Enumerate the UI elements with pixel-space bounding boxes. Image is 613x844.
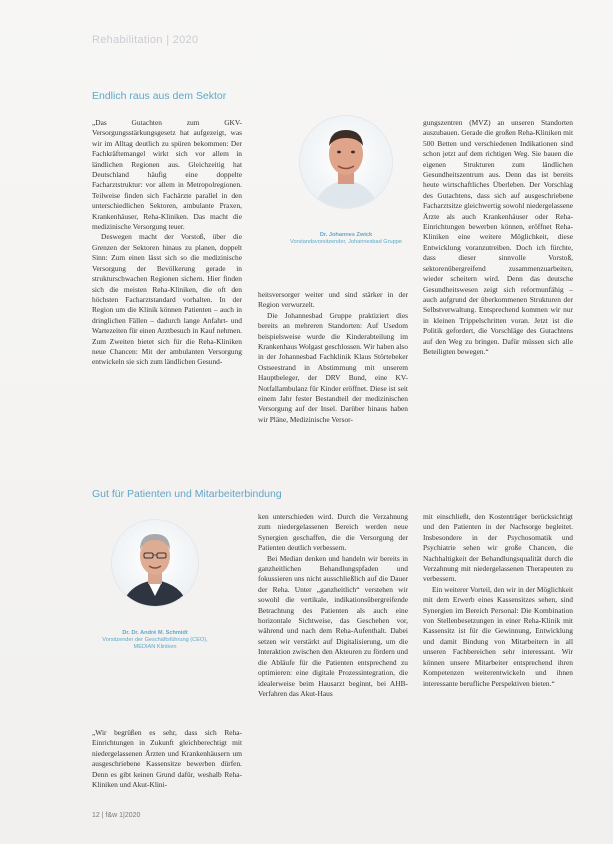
section-heading-1: Endlich raus aus dem Sektor bbox=[92, 90, 227, 102]
caption-name: Dr. Dr. André M. Schmidt bbox=[122, 630, 188, 636]
photo-caption-1 bbox=[262, 232, 430, 246]
photo-caption-2 bbox=[92, 630, 218, 651]
running-title: Rehabilitation | 2020 bbox=[92, 34, 199, 46]
section1-column-1 bbox=[92, 118, 242, 368]
paragraph: „Wir begrüßen es sehr, dass sich Reha-Einrichtungen in Zukunft gleichberechtigt mit niedergelassenen Ärzten und Krankenhäusern um ausgeschriebene Kassensitze bewerben dürfen. Denn es gibt keinen Grund dafür, weshalb Reha-Kliniken und Akut-Klini- bbox=[92, 728, 242, 790]
paragraph: gungszentren (MVZ) an unseren Standorten auszubauen. Gerade die großen Reha-Kliniken mit 500 Betten und verschiedenen Indikationen sind schon jetzt auf dem richtigen Weg. Sie bauen die eigenen Strukturen zum ländlichen Gesundheitszentrum aus. Denn das ist bereits heute wirtschaftliches Überleben. Der Vorschlag des Gutachtens, dass sich auf ausgeschriebene Facharztsitze gleichwertig sowohl niedergelassene Ärzte als auch Krankenhäuser oder Reha-Einrichtungen bewerben können, eröffnet Reha-Kliniken eine weitere Möglichkeit, diese Entwicklung voranzutreiben. Doch ich fürchte, dass dieser sinnvolle Vorstoß, sektorenübergreifend zusammenzuarbeiten, wieder scheitern wird. Denn das deutsche Gesundheitswesen zeigt sich reformunfähig – auch aufgrund der überkommenen Strukturen der Selbstverwaltung. Entsprechend kommen wir nur in kleinen Trippelschritten voran. Jetzt ist die Politik gefordert, die Vorschläge des Gutachtens auf den Weg zu bringen. Dafür müssen sich alle Beteiligten bewegen.“ bbox=[423, 118, 573, 356]
portrait-photo-2 bbox=[112, 520, 198, 606]
paragraph: ken unterschieden wird. Durch die Verzahnung zum niedergelassenen Bereich werden neue Synergien geschaffen, die die Versorgung der Patienten deutlich verbessern. bbox=[258, 512, 408, 553]
section-heading-2: Gut für Patienten und Mitarbeiterbindung bbox=[92, 488, 282, 500]
paragraph: Ein weiterer Vorteil, den wir in der Möglichkeit mit dem Erwerb eines Kassensitzes sehen, sind Synergien im Bereich Personal: Die Kombination von Stellenbesetzungen in einer Reha-Klinik mit Kassensitz ist für die Gewinnung, Entwicklung und damit Bindung von Mitarbeitern in all unseren Fachbereichen sehr interessant. Wir können unsere Mitarbeiter entsprechend ihren Kompetenzen weiterentwickeln und ihnen interessante berufliche Perspektiven bieten.“ bbox=[423, 584, 573, 688]
paragraph: „Das Gutachten zum GKV-Versorgungsstärkungsgesetz hat aufgezeigt, was wir im Alltag deutlich zu spüren bekommen: Der Fachkräftemangel wirkt sich vor allem in ländlichen Regionen aus. Gleichzeitig hat Deutschland häufig eine doppelte Facharztstruktur: vor allem in Metropolregionen. Teilweise finden sich Fachärzte parallel in den unterschiedlichen Sektoren, ambulante Praxen, Krankenhäuser, Reha-Kliniken. Das macht die medizinische Versorgung teuer. bbox=[92, 118, 242, 232]
paragraph: heitsversorger weiter und sind stärker in der Region verwurzelt. bbox=[258, 290, 408, 310]
caption-name: Dr. Johannes Zwick bbox=[319, 232, 373, 238]
section2-column-1 bbox=[92, 728, 242, 790]
paragraph: mit einschließt, den Kostenträger berücksichtigt und den Patienten in der Nachsorge begleitet. Insbesondere in der Psychosomatik und Psychiatrie sehen wir große Chancen, die Nachhaltigkeit der Behandlungsqualität durch die Verzahnung mit niedergelassenen Therapeuten zu verbessern. bbox=[423, 512, 573, 584]
page-footer: 12 | f&w 1|2020 bbox=[92, 812, 141, 819]
section2-column-3 bbox=[423, 512, 573, 689]
section1-column-2 bbox=[258, 290, 408, 425]
portrait-photo-1 bbox=[300, 116, 392, 208]
caption-role: Vorstandsvorsitzender, Johannesbad Gruppe bbox=[290, 239, 402, 245]
section2-column-2 bbox=[258, 512, 408, 699]
paragraph: Bei Median denken und handeln wir bereits in ganzheitlichen Behandlungspfaden und fokussieren uns nicht ausschließlich auf die Dauer der Reha. Unter „ganzheitlich“ verstehen wir sowohl die vertikale, indikationsübergreifende Betrachtung des Patienten als auch eine horizontale Sichtweise, das Geschehen vor, während und nach dem Reha-Aufenthalt. Dabei setzen wir verstärkt auf Digitalisierung, um die Interaktion zwischen den Akteuren zu fördern und die Abläufe für die Patienten entsprechend zu optimieren: eine digitale Prozessintegration, die idealerweise beim Hausarzt beginnt, bei AHB-Verfahren das Akut-Haus bbox=[258, 553, 408, 698]
caption-role: Vorsitzender der Geschäftsführung (CEO), MEDIAN Kliniken bbox=[102, 637, 208, 650]
section1-column-3 bbox=[423, 118, 573, 357]
paragraph: Die Johannesbad Gruppe praktiziert dies bereits an mehreren Standorten: Auf Usedom beispielsweise wurde die Kinderabteilung im Krankenhaus Wolgast geschlossen. Wir haben also in der Johannesbad Fachklinik Klaus Störtebeker Ostseestrand in Abstimmung mit unserem Hauptbeleger, der DRV Bund, eine KV-Notfallambulanz für Kinder eröffnet. Diese ist seit einem Jahr fester Bestandteil der medizinischen Versorgung auf der Insel. Darüber hinaus haben wir Pläne, Medizinische Versor- bbox=[258, 310, 408, 424]
paragraph: Deswegen macht der Vorstoß, über die Grenzen der Sektoren hinaus zu planen, doppelt Sinn: Zum einen lässt sich so die medizinische Versorgung der Bevölkerung gerade in strukturschwachen Regionen sichern. Hier finden sich die meisten Reha-Kliniken, die oft den höchsten Facharztstandard vorhalten. In der Region um die Klinik können Patienten – auch in dringlichen Fällen – dadurch lange Anfahrt- und Wartezeiten für einen Arztbesuch in Kauf nehmen. Zum Zweiten bietet sich für die Reha-Kliniken neue Chancen: Mit der ambulanten Versorgung entwickeln sie sich zum ländlichen Gesund- bbox=[92, 232, 242, 367]
